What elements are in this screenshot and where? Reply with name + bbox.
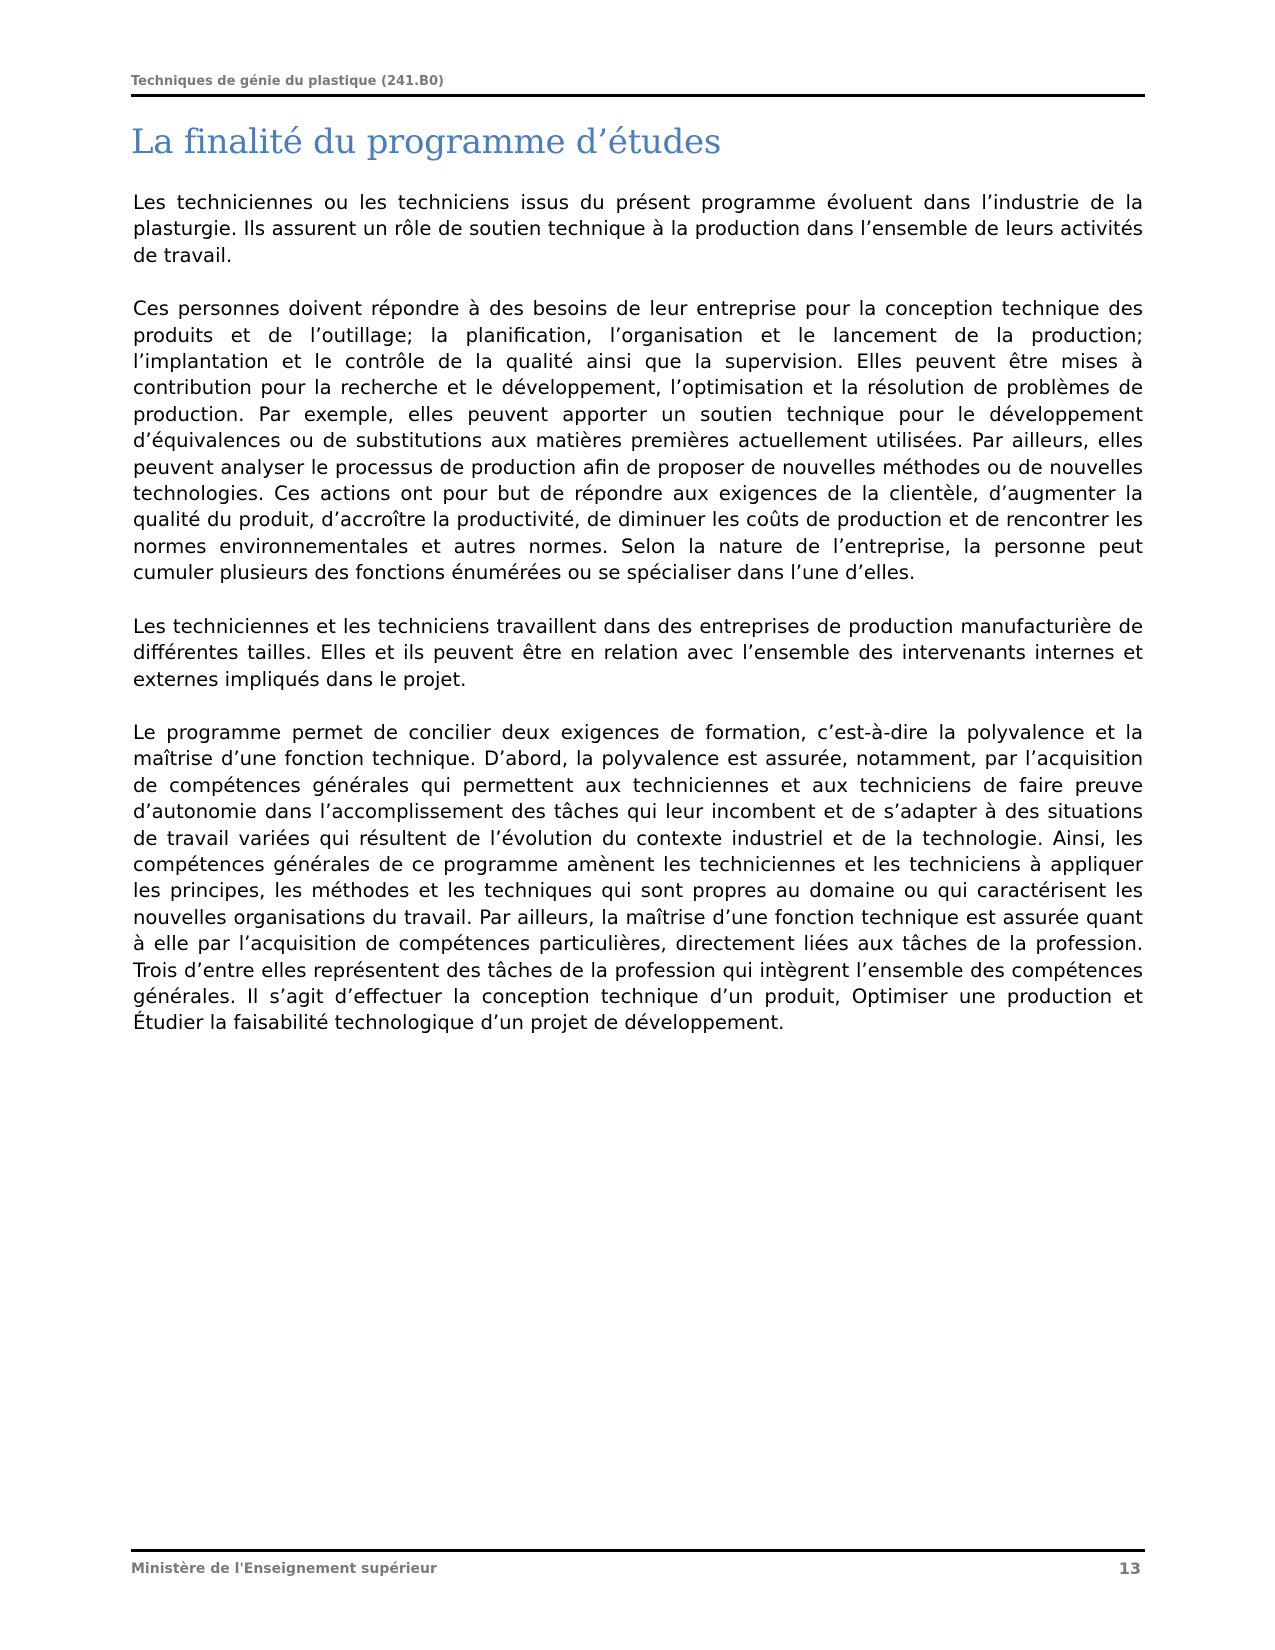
running-header: Techniques de génie du plastique (241.B0) xyxy=(131,74,444,89)
header-rule xyxy=(131,94,1145,97)
paragraph-2: Ces personnes doivent répondre à des besoins de leur entreprise pour la conception technique des produits et de l’outillage; la planification, l’organisation et le lancement de la production; l’implantation et le contrôle de la qualité ainsi que la supervision. Elles peuvent être mises à contribution pour la recherche et le développement, l’optimisation et la résolution de problèmes de production. Par exemple, elles peuvent apporter un soutien technique pour le développement d’équivalences ou de substitutions aux matières premières actuellement utilisées. Par ailleurs, elles peuvent analyser le processus de production afin de proposer de nouvelles méthodes ou de nouvelles technologies. Ces actions ont pour but de répondre aux exigences de la clientèle, d’augmenter la qualité du produit, d’accroître la productivité, de diminuer les coûts de production et de rencontrer les normes environnementales et autres normes. Selon la nature de l’entreprise, la personne peut cumuler plusieurs des fonctions énumérées ou se spécialiser dans l’une d’elles. xyxy=(133,297,1143,585)
page-number: 13 xyxy=(1118,1559,1141,1578)
paragraph-1: Les techniciennes ou les techniciens issus du présent programme évoluent dans l’industrie de la plasturgie. Ils assurent un rôle de soutien technique à la production dans l’ensemble de leurs activités de travail. xyxy=(133,191,1143,267)
body-text xyxy=(133,190,1143,1064)
paragraph-3: Les techniciennes et les techniciens travaillent dans des entreprises de production manufacturière de différentes tailles. Elles et ils peuvent être en relation avec l’ensemble des intervenants internes et externes impliqués dans le projet. xyxy=(133,614,1143,691)
paragraph-4: Le programme permet de concilier deux exigences de formation, c’est-à-dire la polyvalence et la maîtrise d’une fonction technique. D’abord, la polyvalence est assurée, notamment, par l’acquisition de compétences générales qui permettent aux techniciennes et aux techniciens de faire preuve d’autonomie dans l’accomplissement des tâches qui leur incombent et de s’adapter à des situations de travail variées qui résultent de l’évolution du contexte industriel et de la technologie. Ainsi, les compétences générales de ce programme amènent les techniciennes et les techniciens à appliquer les principes, les méthodes et les techniques qui sont propres au domaine ou qui caractérisent les nouvelles organisations du travail. Par ailleurs, la maîtrise d’une fonction technique est assurée quant à elle par l’acquisition de compétences particulières, directement liées aux tâches de la profession. Trois d’entre elles représentent des tâches de la profession qui intègrent l’ensemble des compétences générales. Il s’agit d’effectuer la conception technique d’un produit, Optimiser une production et Étudier la faisabilité technologique d’un projet de développement. xyxy=(133,720,1143,1035)
page-title: La finalité du programme d’études xyxy=(131,122,721,162)
footer-rule xyxy=(131,1549,1145,1552)
footer-organization: Ministère de l'Enseignement supérieur xyxy=(131,1561,437,1577)
